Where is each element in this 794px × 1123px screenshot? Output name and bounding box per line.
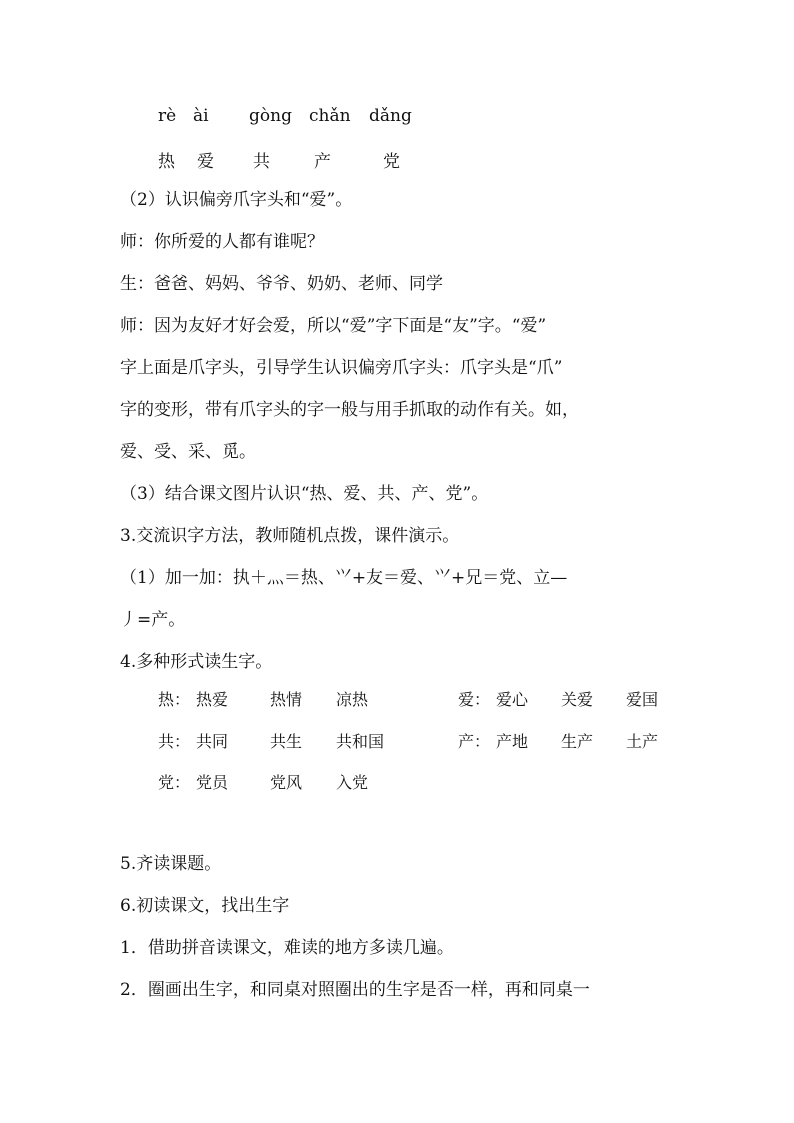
- vocab-char-gong: 共：: [158, 732, 191, 751]
- vocab-word: 产地: [496, 732, 529, 751]
- pinyin-re: rè: [158, 106, 177, 126]
- vocab-word: 党风: [270, 773, 303, 792]
- hanzi-ai: 爱: [197, 152, 214, 172]
- step-4-heading: 4.多种形式读生字。: [120, 652, 273, 672]
- vocab-word: 生产: [561, 732, 594, 751]
- teacher-explanation-1: 师：因为友好才好会爱，所以“爱”字下面是“友”字。“爱”: [120, 316, 547, 336]
- vocab-word: 爱心: [496, 690, 529, 709]
- vocab-word: 爱国: [626, 690, 659, 709]
- vocab-word: 共生: [270, 732, 303, 751]
- section-3-heading: （3）结合课文图片认识“热、爱、共、产、党”。: [120, 484, 489, 504]
- substep-2: 2．圈画出生字，和同桌对照圈出的生字是否一样，再和同桌一: [120, 980, 590, 1000]
- vocab-char-chan: 产：: [458, 732, 491, 751]
- substep-1: 1．借助拼音读课文，难读的地方多读几遍。: [120, 938, 454, 958]
- pinyin-dang: dǎng: [369, 106, 412, 126]
- pinyin-ai: ài: [193, 106, 209, 126]
- hanzi-dang: 党: [383, 152, 400, 172]
- step-5-heading: 5.齐读课题。: [120, 854, 222, 874]
- vocab-char-ai: 爱：: [458, 690, 491, 709]
- teacher-explanation-2: 字上面是爪字头，引导学生认识偏旁爪字头：爪字头是“爪”: [120, 358, 563, 378]
- teacher-explanation-4: 爱、受、采、觅。: [120, 442, 256, 462]
- vocab-word: 入党: [336, 773, 369, 792]
- vocab-char-dang: 党：: [158, 773, 191, 792]
- student-answer: 生：爸爸、妈妈、爷爷、奶奶、老师、同学: [120, 274, 443, 294]
- add-method-2: 丿=产。: [120, 610, 186, 630]
- teacher-explanation-3: 字的变形，带有爪字头的字一般与用手抓取的动作有关。如，: [120, 400, 579, 420]
- vocab-word: 热爱: [196, 690, 229, 709]
- vocab-word: 土产: [626, 732, 659, 751]
- vocab-word: 共同: [196, 732, 229, 751]
- pinyin-chan: chǎn: [309, 106, 351, 126]
- vocab-word: 党员: [196, 773, 229, 792]
- section-2-heading: （2）认识偏旁爪字头和“爱”。: [120, 190, 353, 210]
- pinyin-gong: gòng: [249, 106, 292, 126]
- step-3-heading: 3.交流识字方法，教师随机点拨，课件演示。: [120, 526, 460, 546]
- vocab-word: 凉热: [336, 690, 369, 709]
- hanzi-re: 热: [158, 152, 175, 172]
- teacher-question: 师：你所爱的人都有谁呢？: [120, 232, 324, 252]
- vocab-char-re: 热：: [158, 690, 191, 709]
- vocab-word: 关爱: [561, 690, 594, 709]
- add-method-1: （1）加一加：执＋灬＝热、⺍+友＝爱、⺍+兄＝党、立—: [120, 568, 568, 588]
- vocab-word: 热情: [270, 690, 303, 709]
- hanzi-gong: 共: [253, 152, 270, 172]
- step-6-heading: 6.初读课文，找出生字: [120, 896, 290, 916]
- vocab-word: 共和国: [336, 732, 385, 751]
- hanzi-chan: 产: [314, 152, 331, 172]
